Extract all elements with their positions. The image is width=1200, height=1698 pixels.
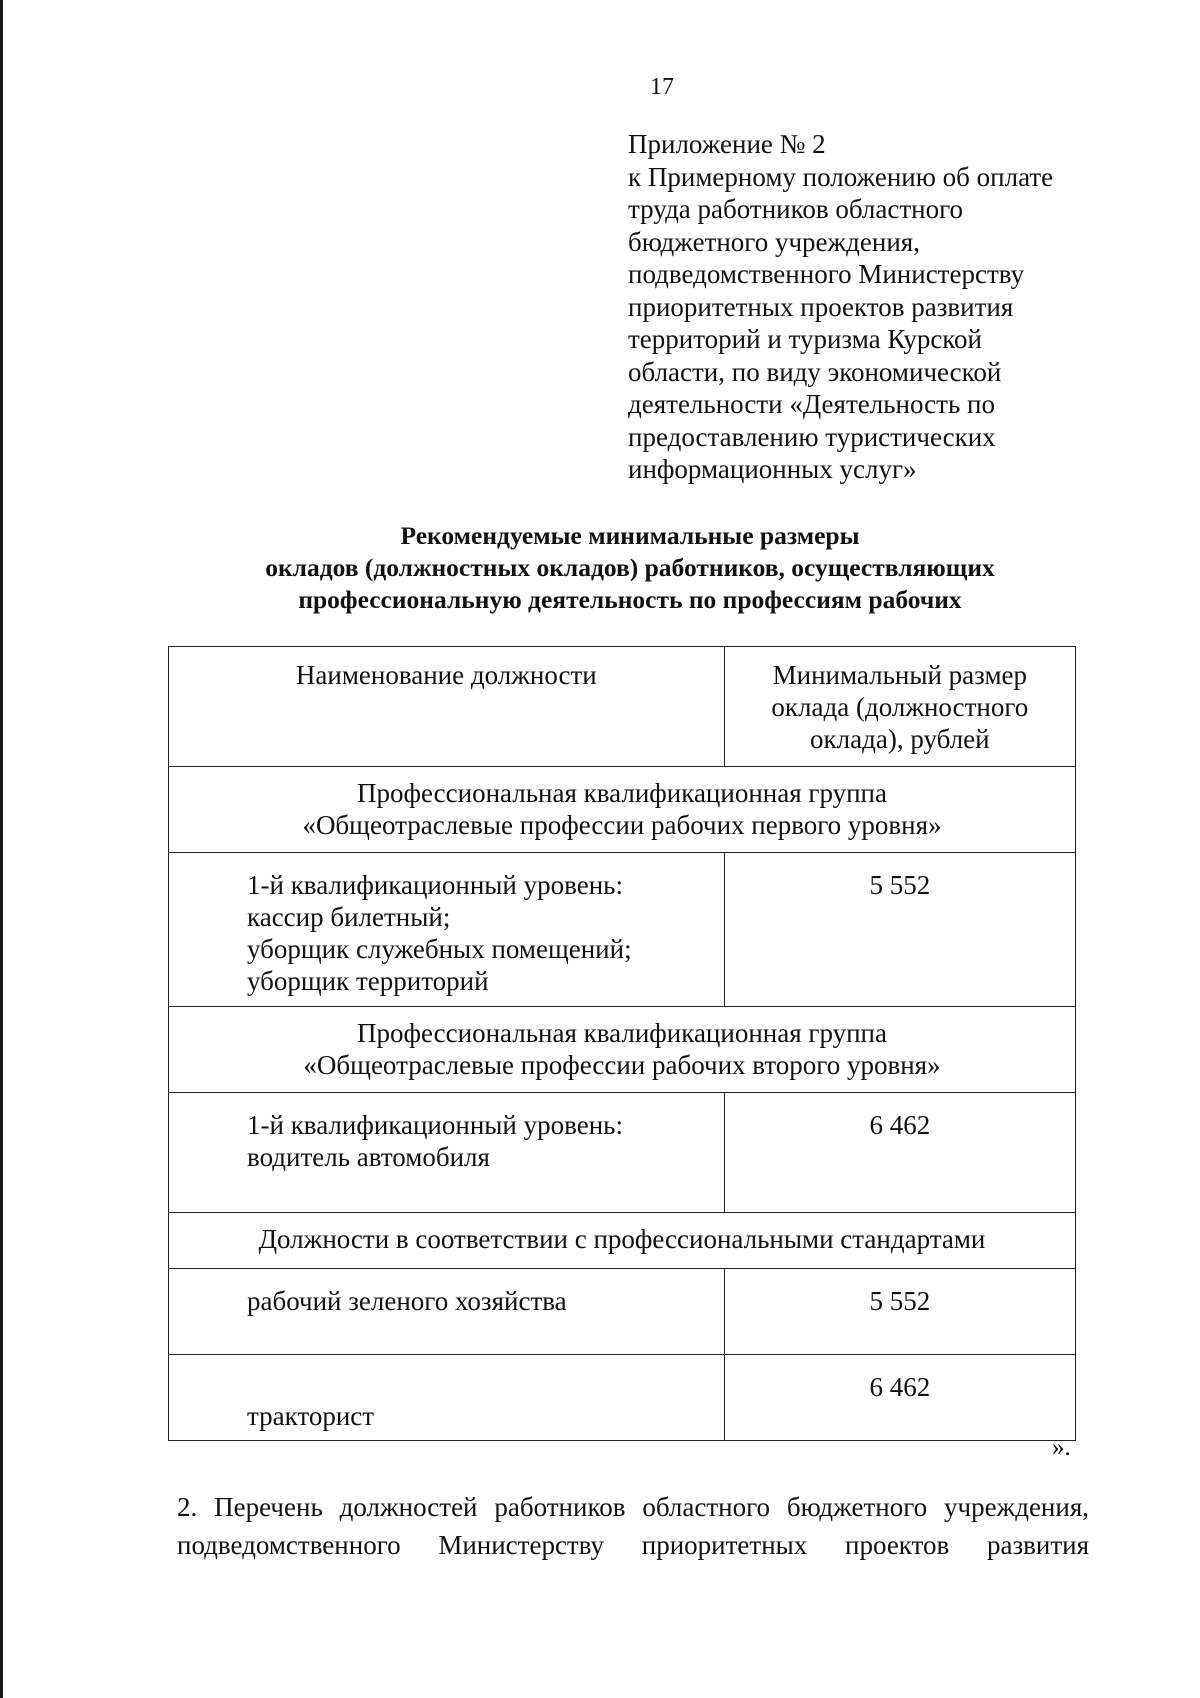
- green-worker-salary: 5 552: [724, 1269, 1075, 1355]
- appendix-line: приоритетных проектов развития: [628, 291, 1014, 322]
- position-line: 1-й квалификационный уровень:: [247, 870, 623, 900]
- title-line: Рекомендуемые минимальные размеры: [400, 521, 860, 550]
- title-line: окладов (должностных окладов) работников, осуществляющих: [265, 553, 995, 582]
- group-row: [169, 767, 1076, 853]
- group-row: [169, 1007, 1076, 1093]
- salary-table: [168, 646, 1076, 1441]
- green-worker-name: рабочий зеленого хозяйства: [169, 1269, 725, 1355]
- page-number: 17: [650, 74, 674, 100]
- body-paragraph: 2. Перечень должностей работников областного бюджетного учреждения, подведомственного Министерству приоритетных проектов развития: [177, 1492, 1089, 1560]
- group-line: Профессиональная квалификационная группа: [357, 1018, 887, 1048]
- header-value-line: оклада), рублей: [810, 724, 990, 754]
- title-line: профессиональную деятельность по профессиям рабочих: [298, 585, 962, 614]
- header-value-line: оклада (должностного: [771, 692, 1029, 722]
- level1-positions: [169, 853, 725, 1007]
- appendix-line: подведомственного Министерству: [628, 259, 1025, 289]
- level1-salary: 5 552: [724, 853, 1075, 1007]
- table-header-row: [169, 647, 1076, 767]
- table-row: [169, 853, 1076, 1007]
- header-min-salary: [724, 647, 1075, 767]
- group-line: «Общеотраслевые профессии рабочих первого уровня»: [302, 810, 942, 840]
- position-line: кассир билетный;: [247, 902, 451, 932]
- position-line: уборщик территорий: [247, 966, 489, 996]
- appendix-line: бюджетного учреждения,: [628, 226, 920, 257]
- header-position-name: Наименование должности: [169, 647, 725, 767]
- standards-heading: Должности в соответствии с профессиональными стандартами: [169, 1213, 1076, 1269]
- group-line: Профессиональная квалификационная группа: [357, 778, 887, 808]
- appendix-line: территорий и туризма Курской: [628, 324, 982, 354]
- header-value-line: Минимальный размер: [772, 660, 1028, 690]
- group2-heading: [169, 1007, 1076, 1093]
- standards-row: [169, 1213, 1076, 1269]
- table-row: [169, 1269, 1076, 1355]
- position-line: 1-й квалификационный уровень:: [247, 1110, 623, 1140]
- level2-positions: [169, 1093, 725, 1213]
- scan-edge: [0, 0, 3, 1698]
- table-row: [169, 1355, 1076, 1441]
- table-row: [169, 1093, 1076, 1213]
- position-line: уборщик служебных помещений;: [247, 934, 632, 964]
- tractor-driver-name: тракторист: [169, 1355, 725, 1441]
- group-line: «Общеотраслевые профессии рабочих второго уровня»: [303, 1050, 941, 1080]
- appendix-block: [628, 128, 1098, 486]
- closing-quote: ».: [1052, 1434, 1071, 1461]
- position-line: водитель автомобиля: [247, 1142, 490, 1172]
- appendix-line: области, по виду экономической: [628, 356, 1002, 387]
- appendix-line: труда работников областного: [628, 194, 964, 224]
- appendix-line: Приложение № 2: [628, 129, 826, 159]
- group1-heading: [169, 767, 1076, 853]
- appendix-line: к Примерному положению об оплате: [628, 161, 1054, 192]
- level2-salary: 6 462: [724, 1093, 1075, 1213]
- tractor-driver-salary: 6 462: [724, 1355, 1075, 1441]
- appendix-line: деятельности «Деятельность по: [628, 389, 995, 419]
- appendix-line: информационных услуг»: [628, 454, 917, 484]
- appendix-line: предоставлению туристических: [628, 421, 996, 452]
- table-title: [160, 520, 1100, 616]
